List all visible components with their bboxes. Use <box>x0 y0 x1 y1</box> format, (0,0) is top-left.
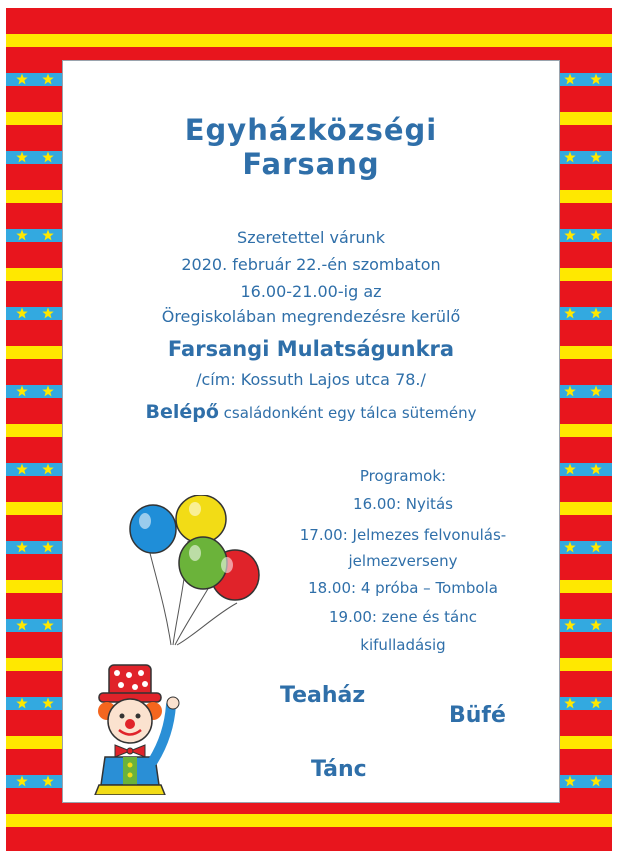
invite-time: 16.00-21.00-ig az <box>240 282 382 301</box>
invitation-panel <box>62 60 560 803</box>
invite-line-1: Szeretettel várunk <box>237 228 385 247</box>
invite-venue: Öregiskolában megrendezésre kerülő <box>161 307 461 326</box>
border-stripe <box>6 34 612 48</box>
yellow-balloon <box>176 495 226 543</box>
program-item: kifulladásig <box>360 636 446 654</box>
program-item: jelmezverseny <box>348 552 458 570</box>
program-item: 17.00: Jelmezes felvonulás- <box>299 526 507 544</box>
title-line-1: Egyházközségi <box>184 113 438 147</box>
tanc-label: Tánc <box>311 757 367 782</box>
blue-balloon <box>130 505 176 553</box>
event-name: Farsangi Mulatságunkra <box>167 337 455 361</box>
border-stripe <box>6 814 612 828</box>
green-balloon <box>179 537 227 589</box>
program-heading: Programok: <box>359 467 447 485</box>
address: /cím: Kossuth Lajos utca 78./ <box>196 370 426 389</box>
program-item: 19.00: zene és tánc <box>328 608 477 626</box>
clown-with-balloons-illustration <box>85 495 275 795</box>
border-stripe <box>6 21 612 35</box>
border-stripe <box>6 47 612 61</box>
entry-label: Belépő <box>145 401 219 423</box>
program-item: 16.00: Nyitás <box>353 495 453 513</box>
program-item: 18.00: 4 próba – Tombola <box>308 579 498 597</box>
invite-date: 2020. február 22.-én szombaton <box>181 255 441 274</box>
entry-info <box>63 401 559 423</box>
border-stripe <box>6 827 612 841</box>
border-stripe <box>6 840 612 851</box>
entry-text: családonként egy tálca sütemény <box>218 404 477 422</box>
title-line-2: Farsang <box>242 147 380 181</box>
bufe-label: Büfé <box>449 703 506 728</box>
teahaz-label: Teaház <box>280 683 366 708</box>
border-stripe <box>6 8 612 22</box>
border-stripe <box>6 801 612 815</box>
